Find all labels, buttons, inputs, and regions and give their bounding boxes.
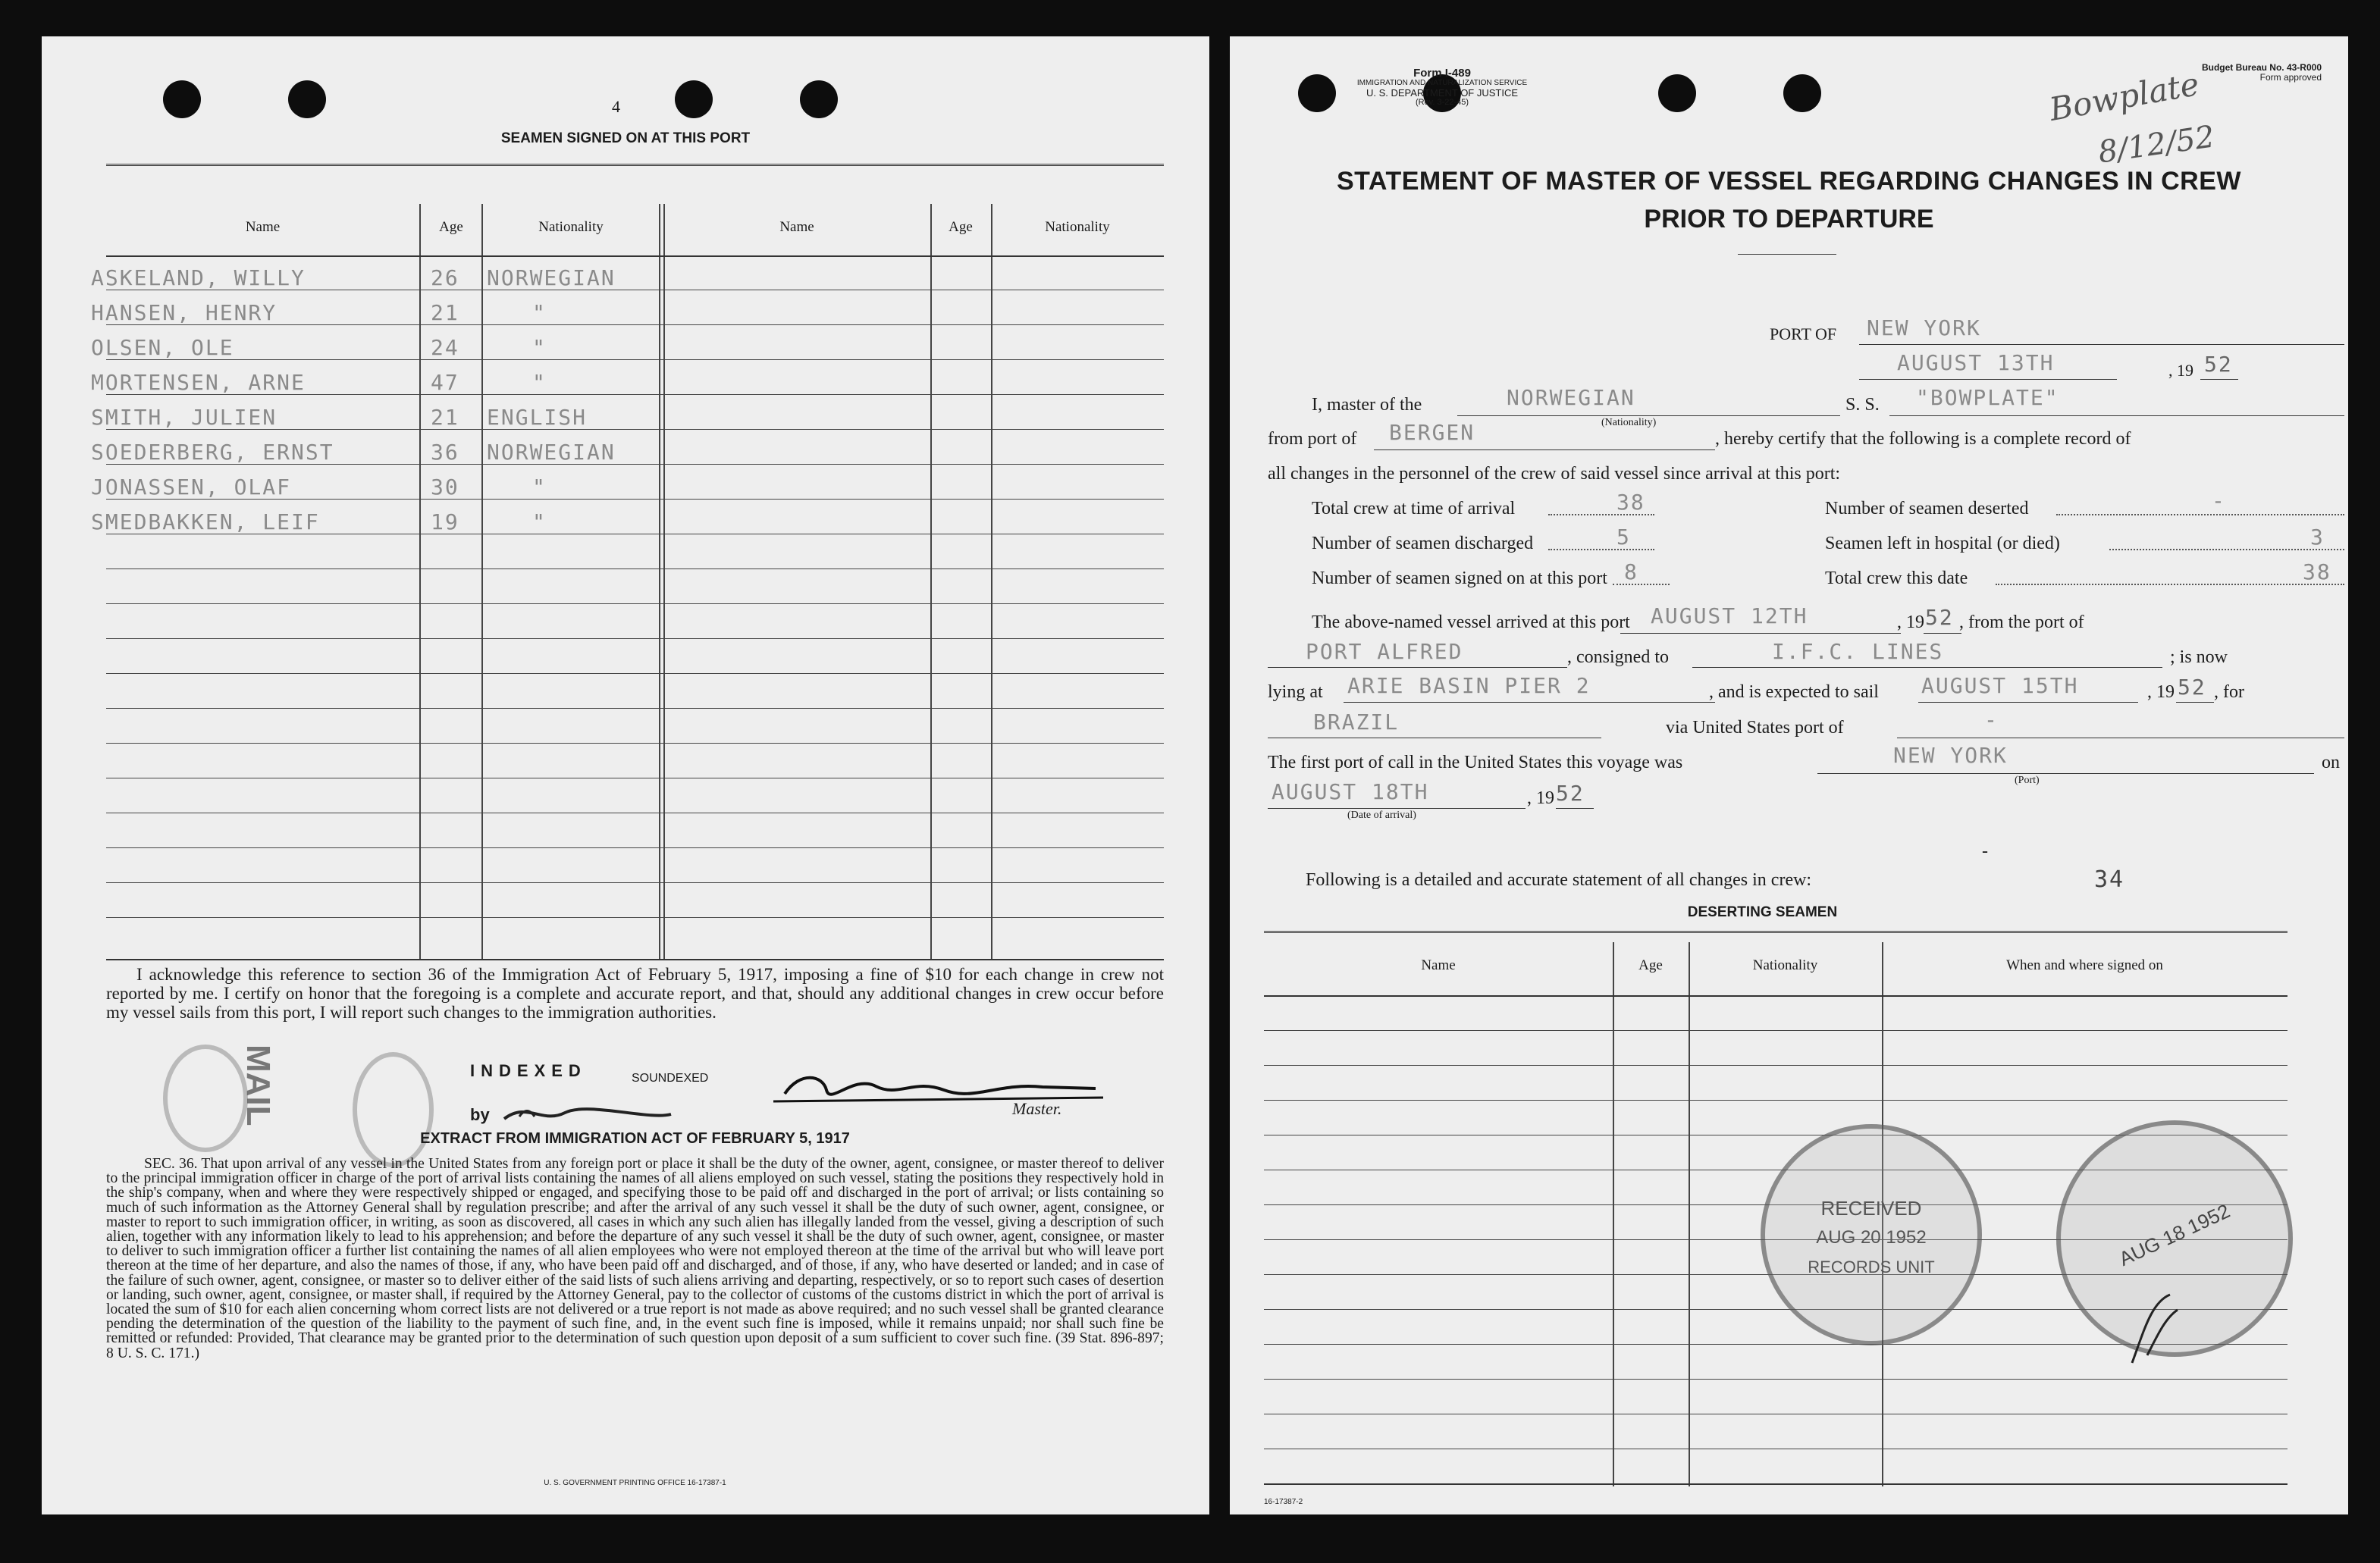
lying-at-label: lying at (1268, 682, 1323, 702)
signed-on-label: Number of seamen signed on at this port (1312, 569, 1607, 588)
by-signature-icon (497, 1098, 679, 1128)
list-item: 36 (431, 440, 459, 465)
handwritten-vessel-name: Bowplate (2046, 65, 2202, 128)
received-stamp-line-2: AUG 20 1952 (1816, 1227, 1927, 1248)
changes-count: 34 (2094, 866, 2125, 893)
list-item: " (532, 475, 547, 500)
list-item: MORTENSEN, ARNE (91, 370, 306, 395)
left-hospital-label: Seamen left in hospital (or died) (1825, 534, 2060, 553)
received-stamp (1761, 1124, 1982, 1345)
deserting-col-name: Name (1421, 957, 1456, 973)
list-item: JONASSEN, OLAF (91, 475, 292, 500)
list-item: SMEDBAKKEN, LEIF (91, 509, 320, 534)
total-crew-date-label: Total crew this date (1825, 569, 1968, 588)
on-label: on (2322, 753, 2340, 772)
list-item: " (532, 300, 547, 325)
col-name-header: Name (245, 219, 281, 235)
deserting-title: DESERTING SEAMEN (1687, 904, 1838, 920)
punch-hole (288, 80, 326, 118)
sail-year: 52 (2178, 675, 2206, 700)
ss-label: S. S. (1845, 395, 1880, 415)
col-nationality-header: Nationality (538, 219, 604, 235)
arrival-caption: (Date of arrival) (1347, 810, 1416, 821)
deserting-col-age: Age (1638, 957, 1663, 973)
consigned-label: , consigned to (1567, 647, 1669, 667)
agency-2: U. S. DEPARTMENT OF JUSTICE (1366, 87, 1519, 99)
punch-hole (163, 80, 201, 118)
discharged-label: Number of seamen discharged (1312, 534, 1534, 553)
arrived-year: 52 (1925, 605, 1954, 630)
budget-bureau: Budget Bureau No. 43-R000 (2201, 62, 2322, 73)
list-item: 19 (431, 509, 459, 534)
col-age-header-2: Age (949, 219, 973, 235)
form-subtitle: PRIOR TO DEPARTURE (1644, 205, 1934, 233)
form-approved: Form approved (2259, 72, 2322, 83)
total-crew-arrival-label: Total crew at time of arrival (1312, 499, 1516, 518)
is-now-label: ; is now (2170, 647, 2228, 667)
nationality-caption: (Nationality) (1601, 417, 1657, 428)
list-item: " (532, 335, 547, 360)
lying-at-value: ARIE BASIN PIER 2 (1347, 673, 1591, 698)
punch-hole (800, 80, 838, 118)
origin-port-value: PORT ALFRED (1306, 639, 1463, 664)
certify-text-2: all changes in the personnel of the crew of said vessel since arrival at this port: (1268, 464, 1841, 484)
col-nationality-header-2: Nationality (1045, 219, 1110, 235)
expected-label: , and is expected to sail (1709, 682, 1879, 702)
faded-stamp (353, 1052, 434, 1167)
stamp-signature-icon (2124, 1287, 2185, 1370)
by-label: by (470, 1105, 490, 1124)
from-port-value: BERGEN (1389, 420, 1475, 445)
certify-text-1: , hereby certify that the following is a complete record of (1715, 429, 2131, 449)
list-item: 21 (431, 300, 459, 325)
seamen-ages (431, 261, 459, 540)
nationality-value: NORWEGIAN (1507, 385, 1635, 410)
arrived-value: AUGUST 12TH (1651, 603, 1808, 628)
for-label: , for (2214, 682, 2244, 702)
sail-date-value: AUGUST 15TH (1921, 673, 2079, 698)
page-number: 4 (612, 97, 620, 116)
following-text: Following is a detailed and accurate statement of all changes in crew: (1306, 870, 1812, 890)
footer-number: 16-17387-2 (1264, 1498, 1303, 1506)
deserted-value: - (2212, 488, 2226, 513)
list-item: SOEDERBERG, ERNST (91, 440, 334, 465)
via-label: via United States port of (1666, 718, 1844, 738)
arrived-label: The above-named vessel arrived at this port (1312, 612, 1630, 632)
arrived-year-prefix: , 19 (1897, 612, 1924, 632)
acknowledgement-text: I acknowledge this reference to section 36 of the Immigration Act of February 5, 1917, imposing a fine of $10 for each change in crew not reported by me. I certify on honor that the foregoing is a complete and accurate report, and that, should any additional changes in crew occur before my vessel sails from this port, I will report such changes to the immigration authorities. (106, 965, 1164, 1022)
list-item: 47 (431, 370, 459, 395)
from-port-of-label: , from the port of (1959, 612, 2084, 632)
handwritten-date: 8/12/52 (2096, 119, 2217, 171)
list-item: 21 (431, 405, 459, 430)
form-title: STATEMENT OF MASTER OF VESSEL REGARDING CHANGES IN CREW (1337, 167, 2241, 196)
date-value: AUGUST 13TH (1897, 350, 2055, 375)
extract-title: EXTRACT FROM IMMIGRATION ACT OF FEBRUARY 5, 1917 (420, 1130, 850, 1147)
list-item: 24 (431, 335, 459, 360)
list-item: NORWEGIAN (487, 440, 616, 465)
left-page (42, 36, 1209, 1514)
date-stamp-text: AUG 18 1952 (2115, 1199, 2234, 1270)
first-port-label: The first port of call in the United States this voyage was (1268, 753, 1683, 772)
signed-on-table (91, 164, 1164, 960)
list-item: 26 (431, 265, 459, 290)
indexed-stamp: INDEXED (470, 1061, 587, 1080)
seamen-names (91, 261, 334, 540)
signed-on-value: 8 (1624, 559, 1638, 584)
received-stamp-line-3: RECORDS UNIT (1808, 1258, 1935, 1276)
right-page (1230, 36, 2348, 1514)
dash-mark: - (1982, 841, 1988, 861)
arrival-year: 52 (1556, 781, 1585, 806)
port-caption: (Port) (2015, 775, 2040, 786)
mail-stamp: MAIL (240, 1045, 277, 1126)
first-port-value: NEW YORK (1893, 743, 2008, 768)
agency-1: IMMIGRATION AND NATURALIZATION SERVICE (1356, 79, 1528, 87)
deserted-label: Number of seamen deserted (1825, 499, 2029, 518)
soundexed-stamp: SOUNDEXED (632, 1072, 709, 1085)
extract-text: SEC. 36. That upon arrival of any vessel in the United States from any foreign port or place it shall be the duty of the owner, agent, consignee, or master thereof to deliver to the principal immigration officer in charge of the port of arrival lists containing the names of all aliens employed on such vessel, stating the positions they respectively hold in the ship's company, when and where they were respectively shipped or engaged, and specifying those to be paid off and discharged in the port of arrival; or lists containing so much of such information as the Attorney General shall by regulation prescribe; and after the arrival of any such vessel it shall be the duty of such owner, agent, consignee, or master to report to such immigration officer, in writing, as soon as discovered, all cases in which any such alien has illegally landed from the vessel, giving a description of such alien, together with any information likely to lead to his apprehension; and before the departure of any such vessel it shall be the duty of such owner, agent, consignee, or master to deliver to such immigration officer a further list containing the names of all alien employees who were not employed thereon at the time of the arrival but who will leave port thereon at the time of her departure, and also the names of those, if any, who have been paid off and discharged, and of those, if any, who have deserted or landed; and in case of the failure of such owner, agent, consignee, or master so to deliver either of the said lists of such aliens arriving and departing, respectively, or so to report such cases of desertion or landing, such owner, agent, consignee, or master shall, if required by the Attorney General, pay to the collector of customs of the customs district in which the port of arrival is located the sum of $10 for each alien concerning whom correct lists are not delivered or a true report is not made as above required; and no such vessel shall be granted clearance pending the determination of the question of the liability to the payment of such fine, and, in the event such fine is imposed, while it remains unpaid; nor shall such fine be remitted or refunded: Provided, That clearance may be granted prior to the determination of such question upon deposit of a sum sufficient to cover such fine. (39 Stat. 896-897; 8 U. S. C. 171.) (106, 1156, 1164, 1361)
list-item: ASKELAND, WILLY (91, 265, 306, 290)
list-item: " (532, 370, 547, 395)
list-item: HANSEN, HENRY (91, 300, 278, 325)
arrival-date-value: AUGUST 18TH (1272, 779, 1429, 804)
list-item: OLSEN, OLE (91, 335, 234, 360)
printing-office: U. S. GOVERNMENT PRINTING OFFICE 16-17387-1 (544, 1479, 726, 1487)
deserting-col-nationality: Nationality (1752, 957, 1818, 973)
revision: (Rev. 3-22-45) (1415, 98, 1469, 107)
list-item: NORWEGIAN (487, 265, 616, 290)
consigned-value: I.F.C. LINES (1772, 639, 1944, 664)
vessel-name: "BOWPLATE" (1916, 385, 2059, 410)
list-item: 30 (431, 475, 459, 500)
received-stamp-line-1: RECEIVED (1820, 1197, 1922, 1220)
punch-hole (1783, 74, 1821, 112)
destination-value: BRAZIL (1313, 709, 1400, 735)
arrival-year-prefix: , 19 (1527, 788, 1554, 808)
port-value: NEW YORK (1867, 315, 1981, 340)
via-value: - (1984, 707, 1999, 732)
total-crew-date-value: 38 (2303, 559, 2331, 584)
total-crew-arrival-value: 38 (1616, 490, 1645, 515)
col-age-header: Age (439, 219, 463, 235)
list-item: SMITH, JULIEN (91, 405, 278, 430)
from-port-label: from port of (1268, 429, 1357, 449)
left-hospital-value: 3 (2310, 525, 2325, 550)
year-prefix: , 19 (2168, 361, 2193, 380)
deserting-col-signed-on: When and where signed on (2006, 957, 2163, 973)
punch-hole (675, 80, 713, 118)
punch-hole (1658, 74, 1696, 112)
list-item: ENGLISH (487, 405, 588, 430)
form-header (1290, 68, 1594, 108)
list-item: " (532, 509, 547, 534)
signed-on-title: SEAMEN SIGNED ON AT THIS PORT (500, 130, 751, 146)
master-label: Master. (1012, 1099, 1062, 1118)
seamen-nationalities (487, 261, 657, 540)
form-number: Form I-489 (1413, 67, 1471, 80)
discharged-value: 5 (1616, 525, 1631, 550)
port-label: PORT OF (1770, 324, 1837, 343)
col-name-header-2: Name (779, 219, 814, 235)
master-of-the-label: I, master of the (1312, 395, 1422, 415)
year-value: 52 (2204, 352, 2233, 377)
sail-year-prefix: , 19 (2147, 682, 2175, 702)
